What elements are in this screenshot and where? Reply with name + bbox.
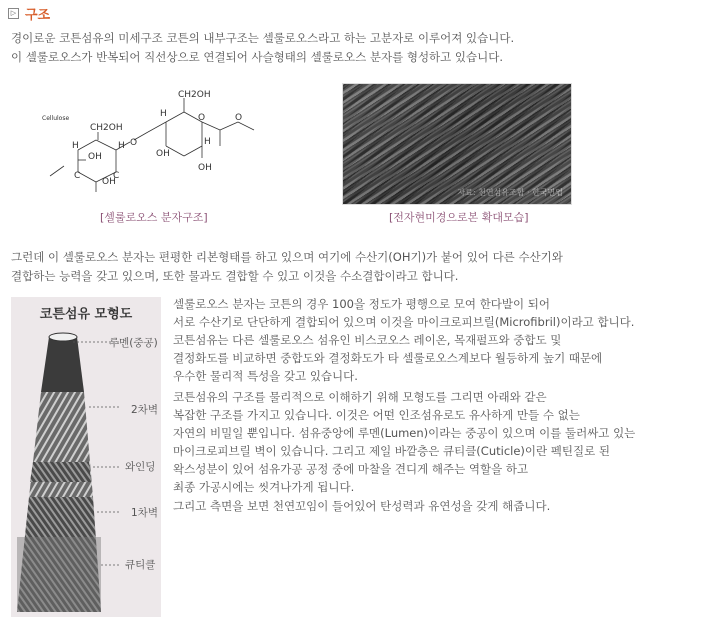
micro-caption: [전자현미경으로본 확대모습] <box>389 211 529 224</box>
c-label: C <box>113 171 120 181</box>
oh-label: OH <box>88 152 102 162</box>
section-header <box>8 5 50 21</box>
chem-caption: [셀룰로오스 분자구조] <box>100 211 208 224</box>
side-paragraph-2 <box>173 388 703 496</box>
middle-line: 결합하는 능력을 갖고 있으며, 또한 물과도 결합할 수 있고 이것을 수소결합이라고 합니다. <box>11 269 459 283</box>
ch2oh-label: CH2OH <box>178 90 211 100</box>
side-line: 자연의 비밀일 뿐입니다. 섬유중앙에 루멘(Lumen)이라는 중공이 있으며 이를 둘러싸고 있는 <box>173 426 636 440</box>
electron-microscope-image <box>342 83 572 205</box>
model-label-primary-wall: 1차벽 <box>131 507 158 519</box>
h-label: H <box>72 141 79 151</box>
intro-line: 이 셀룰로오스가 반복되어 직선상으로 연결되어 사슬형태의 셀룰로오스 분자를 형성하고 있습니다. <box>11 50 504 64</box>
side-line: 우수한 물리적 특성을 갖고 있습니다. <box>173 369 358 383</box>
side-line: 그리고 측면을 보면 천연꼬임이 들어있어 탄성력과 유연성을 갖게 해줍니다. <box>173 499 551 513</box>
middle-line: 그런데 이 셀룰로오스 분자는 편평한 리본형태를 하고 있으며 여기에 수산기(OH기)가 붙어 있어 다른 수산기와 <box>11 250 563 264</box>
side-line: 코튼섬유의 구조를 물리적으로 이해하기 위해 모형도를 그리면 아래와 같은 <box>173 390 547 404</box>
oh-label: OH <box>198 163 212 173</box>
model-label-secondary-wall: 2차벽 <box>131 404 158 416</box>
intro-paragraph <box>11 29 701 67</box>
side-line: 코튼섬유는 다른 셀룰로오스 섬유인 비스코오스 레이온, 목재펄프와 중합도 및 <box>173 333 562 347</box>
side-line: 복잡한 구조를 가지고 있습니다. 이것은 어떤 인조섬유로도 유사하게 만들 수 없는 <box>173 408 580 422</box>
section-title: 구조 <box>25 7 51 23</box>
side-line: 마이크로피브릴 벽이 있습니다. 그리고 제일 바깥층은 큐티클(Cuticle)이란 펙틴질로 된 <box>173 444 610 458</box>
h-label: H <box>204 137 211 147</box>
o-label: O <box>198 113 206 123</box>
model-label-cuticle: 큐티클 <box>125 559 156 571</box>
oh-label: OH <box>102 177 116 187</box>
model-title: 코튼섬유 모형도 <box>39 307 133 322</box>
c-label: C <box>74 171 81 181</box>
o-label: O <box>235 113 243 123</box>
model-label-lumen: 루멘(중공) <box>109 337 158 349</box>
side-line: 최종 가공시에는 씻겨나가게 됩니다. <box>173 480 355 494</box>
cotton-fiber-model <box>11 297 161 617</box>
model-label-winding: 와인딩 <box>125 461 156 473</box>
bullet-box-icon: ▷ <box>8 8 19 19</box>
side-paragraph-1 <box>173 295 703 385</box>
o-label: O <box>130 138 138 148</box>
oh-label: OH <box>156 149 170 159</box>
intro-line: 경이로운 코튼섬유의 미세구조 코튼의 내부구조는 셀룰로오스라고 하는 고분자로 이루어져 있습니다. <box>11 31 515 45</box>
side-line: 셀룰로오스 분자는 코튼의 경우 100을 정도가 평행으로 모여 한다발이 되어 <box>173 297 551 311</box>
cellulose-label: Cellulose <box>42 115 70 122</box>
h-label: H <box>118 141 125 151</box>
cellulose-structure-diagram <box>38 84 268 202</box>
side-paragraph-3 <box>173 497 703 515</box>
middle-paragraph <box>11 248 701 286</box>
image-watermark: 자료: 천연섬유조합 · 한국면업 <box>457 188 563 197</box>
side-line: 결정화도를 비교하면 중합도와 결정화도가 타 셀룰로오스계보다 월등하게 높기 때문에 <box>173 351 603 365</box>
side-line: 서로 수산기로 단단하게 결합되어 있으며 이것을 마이크로피브릴(Microfibril)이라고 합니다. <box>173 315 635 329</box>
ch2oh-label: CH2OH <box>90 123 123 133</box>
h-label: H <box>160 109 167 119</box>
side-line: 왁스성분이 있어 섬유가공 공정 중에 마찰을 견디게 해주는 역할을 하고 <box>173 462 529 476</box>
